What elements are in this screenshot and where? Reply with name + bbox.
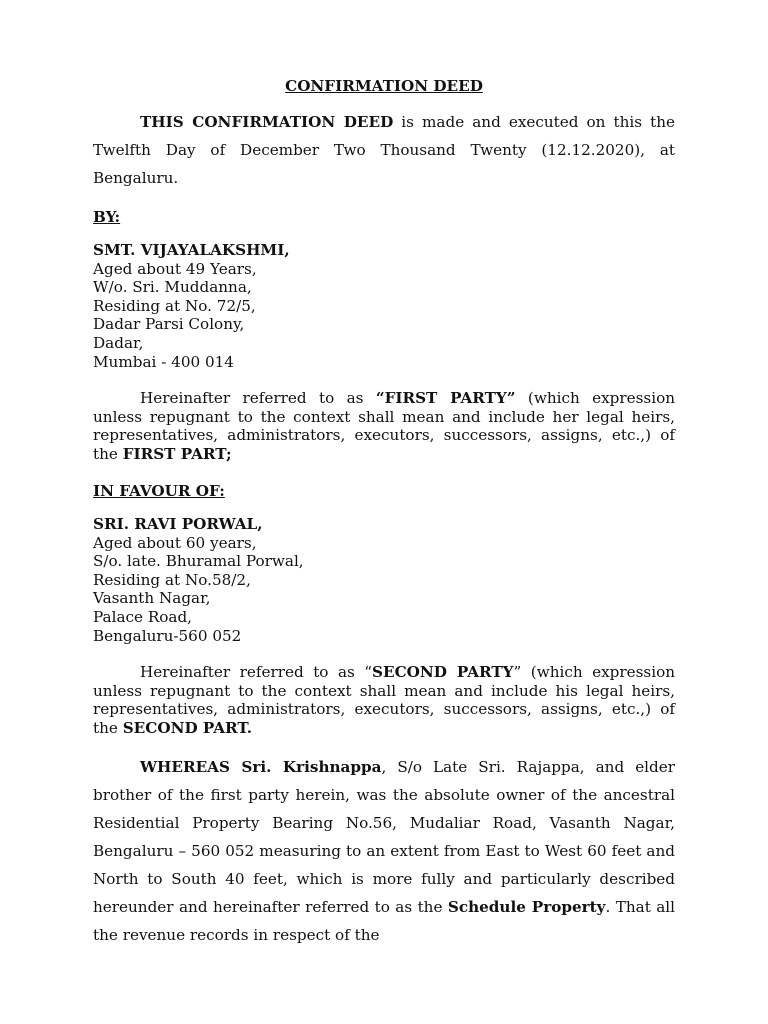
second-party-block	[93, 515, 304, 645]
first-party-line: Aged about 49 Years,	[93, 259, 257, 278]
intro-paragraph	[93, 108, 675, 192]
first-party-line: Dadar Parsi Colony,	[93, 315, 245, 334]
second-party-line: Aged about 60 years,	[93, 533, 257, 552]
document-title: CONFIRMATION DEED	[285, 77, 483, 95]
first-party-line: Residing at No. 72/5,	[93, 296, 256, 315]
first-ref-pre: Hereinafter referred to as	[140, 389, 376, 407]
second-party-name: SRI. RAVI PORWAL,	[93, 515, 263, 533]
by-heading: BY:	[93, 208, 121, 226]
first-ref-text: (which expression unless repugnant to the context shall mean and include her legal heirs, representatives, administrators, executors, successors, assigns, etc.,) of the	[93, 389, 676, 463]
first-party-line: Dadar,	[93, 333, 144, 352]
second-ref-text: ” (which expression unless repugnant to the context shall mean and include his legal heirs, representatives, administrators, executors, successors, assigns, etc.,) of the	[93, 663, 675, 737]
in-favour-heading: IN FAVOUR OF:	[93, 482, 225, 500]
second-party-line: Bengaluru-560 052	[93, 626, 242, 645]
first-part-label: FIRST PART;	[122, 444, 232, 463]
whereas-text-end: . That all the revenue records in respect of the	[93, 898, 675, 944]
second-party-line: Residing at No.58/2,	[93, 570, 251, 589]
second-party-line: Vasanth Nagar,	[93, 589, 211, 608]
second-part-label: SECOND PART.	[122, 718, 252, 737]
first-party-label: “FIRST PARTY”	[375, 389, 516, 407]
whereas-bold: WHEREAS Sri. Krishnappa	[140, 758, 382, 776]
whereas-paragraph	[93, 753, 675, 949]
first-party-name: SMT. VIJAYALAKSHMI,	[93, 241, 290, 259]
second-party-line: S/o. late. Bhuramal Porwal,	[93, 552, 304, 571]
schedule-property-label: Schedule Property	[447, 898, 606, 916]
first-party-block	[93, 241, 290, 371]
first-party-line: Mumbai - 400 014	[93, 352, 234, 371]
first-party-reference	[93, 389, 675, 463]
second-party-reference	[93, 663, 675, 737]
intro-text: is made and executed on this the Twelfth Day of December Two Thousand Twenty (12.12.2020), at Bengaluru.	[93, 113, 675, 187]
intro-bold: THIS CONFIRMATION DEED	[140, 113, 394, 131]
second-ref-pre: Hereinafter referred to as “	[140, 663, 373, 681]
first-party-line: W/o. Sri. Muddanna,	[93, 278, 252, 297]
second-party-label: SECOND PARTY	[372, 663, 514, 681]
second-party-line: Palace Road,	[93, 607, 193, 626]
whereas-text: , S/o Late Sri. Rajappa, and elder brother of the first party herein, was the absolute owner of the ancestral Residential Property Bearing No.56, Mudaliar Road, Vasanth Nagar, Bengaluru – 560 052 measuring to an extent from East to West 60 feet and North to South 40 feet, which is more fully and particularly described hereunder and hereinafter referred to as the	[93, 758, 676, 916]
